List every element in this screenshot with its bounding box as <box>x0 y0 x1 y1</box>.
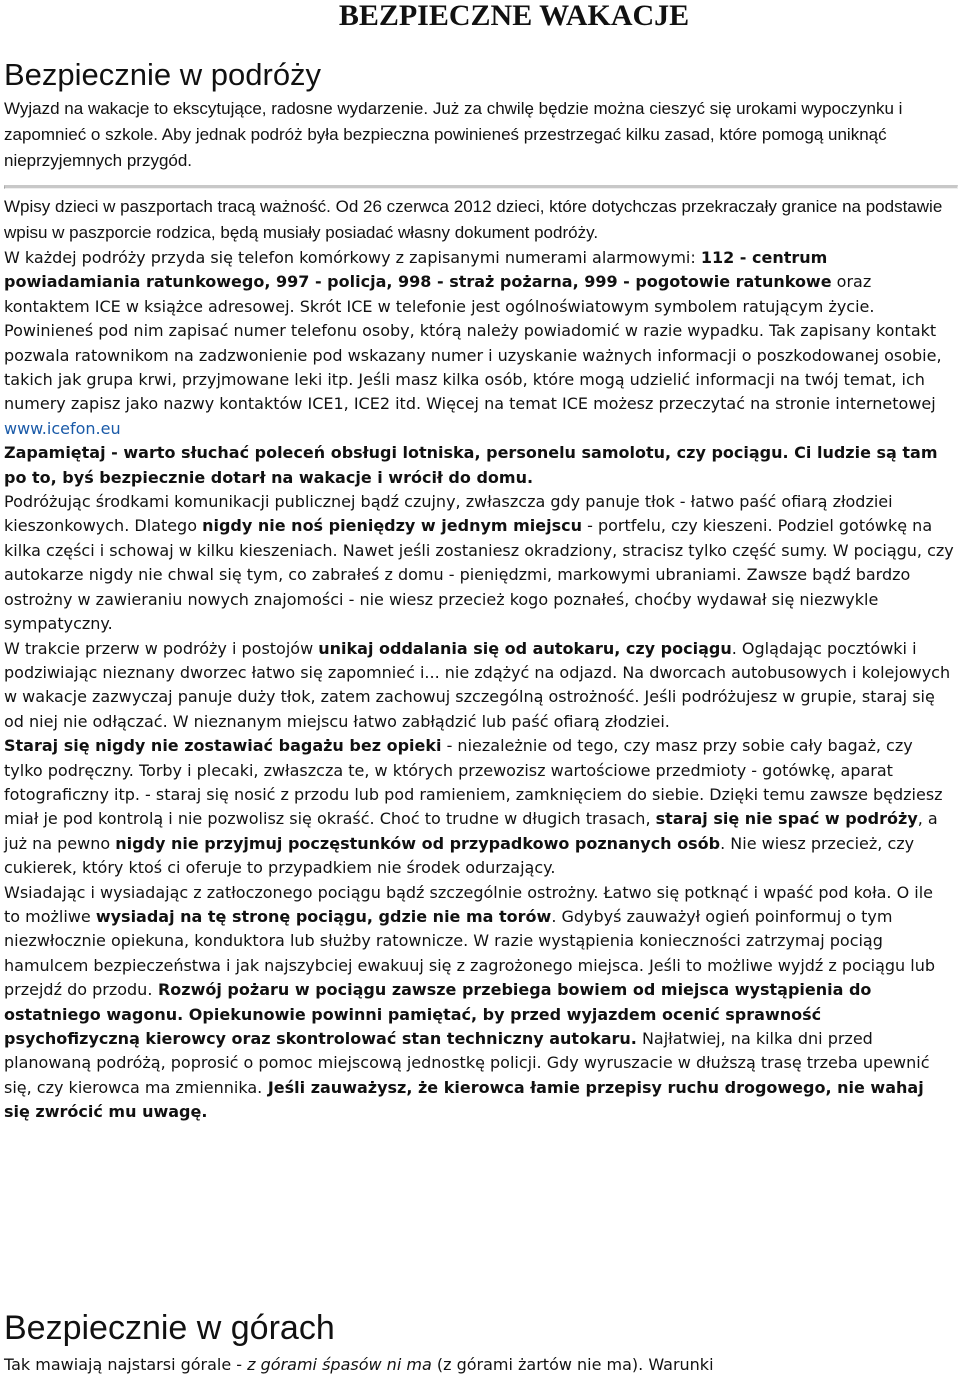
breaks-text-4: Na dworcach autobusowych i kolejowych w wakacje zazwyczaj panuje duży tłok, zatem zachowuj szczególną ostrożność. <box>4 662 951 707</box>
train-text-1: Wsiadając i wysiadając z zatłoczonego pociągu bądź szczególnie ostrożny. <box>4 882 599 902</box>
breaks-paragraph <box>4 637 954 735</box>
train-paragraph <box>4 881 954 1125</box>
money-text-5: Nawet jeśli zostaniesz okradziony, stracisz tylko część sumy. <box>337 540 828 560</box>
luggage-text-1: - niezależnie od tego, czy masz przy sobie cały bagaż, czy tylko podręczny. <box>4 736 913 780</box>
money-paragraph <box>4 490 954 636</box>
emergency-numbers: 112 - centrum powiadamiania ratunkowego, 997 - policja, 998 - straż pożarna, 999 - pogotowie ratunkowe <box>4 248 832 292</box>
phone-text-6: Jeśli masz kilka osób, które mogą udzielić informacji na twój temat, ich numery zapisz jako nazwy kontaktów ICE1, ICE2 itd. <box>4 370 925 414</box>
money-text-4: Podziel gotówkę na kilka części i schowaj w kilku kieszeniach. <box>4 516 933 560</box>
page-title: BEZPIECZNE WAKACJE <box>338 0 690 32</box>
section-heading-mountains: Bezpiecznie w górach <box>4 1309 335 1347</box>
luggage-bold-1: Staraj się nigdy nie zostawiać bagażu bez opieki <box>4 736 442 756</box>
breaks-bold-1: unikaj oddalania się od autokaru, czy pociągu <box>318 638 732 658</box>
train-text-8: Najłatwiej, na kilka dni przed planowaną podróżą, poprosić o pomoc miejscową jednostkę policji. <box>4 1029 873 1073</box>
divider <box>4 185 958 189</box>
luggage-text-8: Nie wiesz przecież, czy cukierek, który ktoś ci oferuje to przypadkiem nie środek odurzający. <box>4 833 915 878</box>
phone-text-2: oraz kontaktem ICE w książce adresowej. <box>4 272 872 316</box>
train-text-9: Gdy wyruszacie w dłuższą trasę trzeba upewnić się, czy kierowca ma zmiennika. <box>4 1053 930 1097</box>
listen-paragraph <box>4 441 954 490</box>
luggage-bold-3: nigdy nie przyjmuj poczęstunków od przypadkowo poznanych osób <box>115 833 721 853</box>
breaks-text-6: W nieznanym miejscu łatwo zabłądzić lub paść ofiarą złodziei. <box>167 711 670 731</box>
luggage-text-6: , a już na pewno <box>4 809 938 853</box>
breaks-text-5: Jeśli podróżujesz w grupie, staraj się od niej nie odłączać. <box>4 687 935 731</box>
phone-text-1: W każdej podróży przyda się telefon komórkowy z zapisanymi numerami alarmowymi: <box>4 248 701 267</box>
luggage-paragraph <box>4 734 954 880</box>
passport-paragraph <box>4 194 954 246</box>
mountains-text-1: Tak mawiają najstarsi górale - <box>4 1355 248 1374</box>
phone-text-4: Powinieneś pod nim zapisać numer telefonu osoby, którą należy powiadomić w razie wypadku. <box>4 321 764 341</box>
train-bold-3: Opiekunowie powinni pamiętać, by przed wyjazdem ocenić sprawność psychofizyczną kierowcy oraz skontrolować stan techniczny autokaru. <box>4 1004 822 1048</box>
train-text-2: Łatwo się potknąć i wpaść pod koła. <box>598 882 892 902</box>
luggage-text-4: Dzięki temu zawsze będziesz miał je pod kontrolą i nie pozwolisz się okraść. <box>4 784 943 829</box>
luggage-bold-2: staraj się nie spać w podróży <box>655 809 918 829</box>
train-text-3: O ile to możliwe <box>4 882 933 926</box>
icefon-link[interactable]: www.icefon.eu <box>4 418 121 438</box>
mountains-intro <box>4 1353 954 1377</box>
train-bold-4: Jeśli zauważysz, że kierowca łamie przepisy ruchu drogowego, nie wahaj się zwrócić mu uwagę. <box>4 1077 924 1122</box>
luggage-text-7: . <box>720 833 726 853</box>
article-body <box>4 194 954 1125</box>
money-text-6: W pociągu, czy autokarze nigdy nie chwal się tym, co zabrałeś z domu - pieniędzmi, markowymi ubraniami. <box>4 540 954 585</box>
money-text-1: Podróżując środkami komunikacji publicznej bądź czujny, zwłaszcza gdy panuje tłok - łatwo paść ofiarą złodziei kieszonkowych. <box>4 492 893 536</box>
train-bold-2: Rozwój pożaru w pociągu zawsze przebiega bowiem od miejsca wystąpienia do ostatniego wagonu. <box>4 980 872 1024</box>
listen-text: Zapamiętaj - warto słuchać poleceń obsługi lotniska, personelu samolotu, czy pociągu. Ci ludzie są tam po to, byś bezpiecznie dotarł na wakacje i wrócił do domu. <box>4 443 938 487</box>
train-text-5: Gdybyś zauważył ogień poinformuj o tym niezwłocznie opiekuna, konduktora lub służby ratownicze. <box>4 906 893 951</box>
train-bold-1: wysiadaj na tę stronę pociągu, gdzie nie ma torów <box>95 906 552 926</box>
train-text-6: W razie wystąpienia konieczności zatrzymaj pociąg hamulcem bezpieczeństwa i jak najszybciej ewakuuj się z zagrożonego miejsca. <box>4 931 883 975</box>
train-text-7: Jeśli to możliwe wyjdź z pociągu lub przejdź do przodu. <box>4 955 936 1000</box>
intro-paragraph: Wyjazd na wakacje to ekscytujące, radosne wydarzenie. Już za chwilę będzie można cieszyć się urokami wypoczynku i zapomnieć o szkole. Aby jednak podróż była bezpieczna powinieneś przestrzegać kilku zasad, które pomogą uniknąć nieprzyjemnych przygód. <box>4 99 903 170</box>
section-heading-travel: Bezpiecznie w podróży <box>4 57 322 92</box>
luggage-text-5: Choć to trudne w długich trasach, <box>374 809 656 829</box>
breaks-text-2: . <box>731 638 737 658</box>
luggage-text-3: - staraj się nosić z przodu lub pod ramieniem, zamknięciem do siebie. <box>139 784 705 804</box>
money-text-7: Zawsze bądź bardzo ostrożny w zawieraniu nowych znajomości - nie wiesz przecież kogo poznałeś, choćby wydawał się niezwykle sympatyczny. <box>4 565 911 634</box>
phone-text-7: Więcej na temat ICE możesz przeczytać na stronie internetowej <box>421 394 936 414</box>
luggage-text-2: Torby i plecaki, zwłaszcza te, w których przewozisz wartościowe przedmioty - gotówkę, aparat fotograficzny itp. <box>4 760 893 804</box>
money-text-2: Dlatego <box>129 516 203 536</box>
phone-text-5: Tak zapisany kontakt pozwala ratownikom na zadzwonienie pod wskazany numer i uzyskanie ważnych informacji o poszkodowanej osobie, takich jak grupa krwi, przyjmowane leki itp. <box>4 321 942 390</box>
money-text-3: - portfelu, czy kieszeni. <box>582 516 773 536</box>
passport-sentence-1: Wpisy dzieci w paszportach tracą ważność. <box>4 197 331 216</box>
money-bold-1: nigdy nie noś pieniędzy w jednym miejscu <box>202 516 583 536</box>
breaks-text-1: W trakcie przerw w podróży i postojów <box>4 638 319 658</box>
train-text-4: . <box>551 906 557 926</box>
phone-text-3: Skrót ICE w telefonie jest ogólnoświatowym symbolem ratującym życie. <box>294 296 875 316</box>
mountains-italic: z górami śpasów ni ma <box>247 1355 432 1374</box>
breaks-text-3: Oglądając pocztówki i podziwiając nieznany dworzec łatwo się zapomnieć i... nie zdążyć na odjazd. <box>4 638 917 682</box>
mountains-text-2: (z górami żartów nie ma). Warunki <box>431 1355 714 1374</box>
passport-sentence-2: Od 26 czerwca 2012 dzieci, które dotychczas przekraczały granice na podstawie wpisu w paszporcie rodzica, będą musiały posiadać własny dokument podróży. <box>4 197 943 242</box>
phone-paragraph <box>4 246 954 441</box>
